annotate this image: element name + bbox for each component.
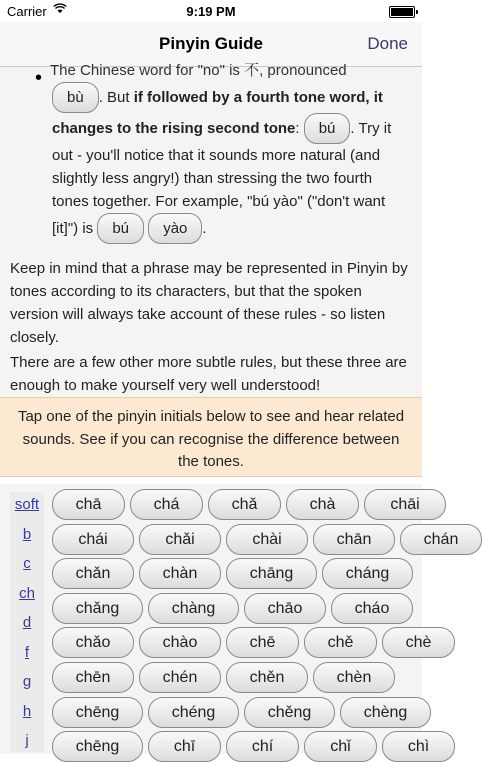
pinyin-sound-button[interactable]: chén (139, 662, 221, 693)
bullet-text: bù . But if followed by a fourth tone word, it changes to the rising second tone: bú . Try it out - you'll notice that it sounds more natural (and slightly less angry!) than stressing the two fourth tones together. For example, "bú yào" ("don't want [it]") is bú yào . (52, 82, 402, 244)
pinyin-sound-button[interactable]: chēn (52, 662, 134, 693)
initial-link-h[interactable]: h (22, 702, 32, 720)
pinyin-chip-bu3[interactable]: bú (97, 213, 144, 244)
pinyin-sound-button[interactable]: chá (130, 489, 203, 520)
pinyin-sound-button[interactable]: chǎo (52, 627, 134, 658)
pinyin-sound-button[interactable]: cháo (331, 593, 413, 624)
pinyin-sound-button[interactable]: chǎng (52, 593, 143, 624)
pinyin-sound-button[interactable]: chāng (226, 558, 317, 589)
pinyin-sound-button[interactable]: chēng (52, 697, 143, 728)
pinyin-chip-bu[interactable]: bù (52, 82, 99, 113)
paragraph-summary: There are a few other more subtle rules, but these three are enough to make yourself very well understood! (10, 354, 407, 394)
pinyin-sound-button[interactable]: chāi (364, 489, 446, 520)
status-bar (0, 0, 422, 22)
cut-off-line: The Chinese word for "no" is 不, pronounced (50, 62, 347, 79)
pinyin-chip-yao[interactable]: yào (148, 213, 202, 244)
pinyin-sound-button[interactable]: chè (382, 627, 455, 658)
initials-list (10, 492, 44, 752)
bullet-icon: • (35, 67, 43, 89)
pinyin-grid (0, 484, 459, 756)
initial-link-b[interactable]: b (22, 525, 32, 543)
pinyin-sound-button[interactable]: chài (226, 524, 308, 555)
initial-link-c[interactable]: c (23, 555, 31, 572)
pinyin-sound-button[interactable]: chàn (139, 558, 221, 589)
instruction-banner (0, 397, 422, 477)
pinyin-sound-button[interactable]: chěn (226, 662, 308, 693)
pinyin-chip-bu2[interactable]: bú (304, 113, 351, 144)
pinyin-sound-button[interactable]: cháng (322, 558, 413, 589)
page-title: Pinyin Guide (159, 34, 263, 53)
pinyin-sound-button[interactable]: chǎ (208, 489, 281, 520)
pinyin-sound-button[interactable]: chán (400, 524, 482, 555)
pinyin-sound-button[interactable]: chái (52, 524, 134, 555)
pinyin-sound-button[interactable]: chí (226, 731, 299, 762)
pinyin-sound-button[interactable]: chěng (244, 697, 335, 728)
pinyin-sound-button[interactable]: chéng (148, 697, 239, 728)
pinyin-sound-button[interactable]: chēng (52, 731, 143, 762)
battery-icon (389, 6, 415, 18)
pinyin-sound-button[interactable]: chāo (244, 593, 326, 624)
pinyin-sound-button[interactable]: chān (313, 524, 395, 555)
pinyin-sound-button[interactable]: chě (304, 627, 377, 658)
clock: 9:19 PM (186, 4, 236, 19)
carrier-label: Carrier (7, 4, 47, 19)
pinyin-sound-button[interactable]: chào (139, 627, 221, 658)
scroll-content[interactable] (0, 62, 459, 756)
initial-link-j[interactable]: j (25, 732, 29, 749)
pinyin-sound-button[interactable]: chèn (313, 662, 395, 693)
pinyin-sound-button[interactable]: chì (382, 731, 455, 762)
paragraph-rules: Keep in mind that a phrase may be represented in Pinyin by tones according to its characters, but that the spoken version will always take account of these rules - so listen closely. (10, 260, 408, 346)
pinyin-sound-button[interactable]: chā (52, 489, 125, 520)
initial-link-f[interactable]: f (24, 643, 30, 661)
initial-link-d[interactable]: d (22, 614, 32, 631)
bold-rule: if followed by a fourth tone word, it changes to the rising second tone (52, 89, 383, 137)
pinyin-sound-button[interactable]: chī (148, 731, 221, 762)
initial-link-ch[interactable]: ch (19, 584, 35, 602)
article-section (0, 62, 422, 397)
pinyin-sound-button[interactable]: chǎi (139, 524, 221, 555)
pinyin-sound-button[interactable]: chǎn (52, 558, 134, 589)
pinyin-sound-button[interactable]: chē (226, 627, 299, 658)
pinyin-sound-button[interactable]: chǐ (304, 731, 377, 762)
initial-link-g[interactable]: g (22, 673, 32, 690)
pinyin-sound-button[interactable]: chàng (148, 593, 239, 624)
initial-link-soft[interactable]: soft (14, 496, 40, 513)
pinyin-sound-button[interactable]: chà (286, 489, 359, 520)
instruction-text: Tap one of the pinyin initials below to see and hear related sounds. See if you can recognise the difference between the tones. (17, 408, 405, 470)
pinyin-sound-button[interactable]: chèng (340, 697, 431, 728)
done-button[interactable]: Done (367, 34, 408, 53)
